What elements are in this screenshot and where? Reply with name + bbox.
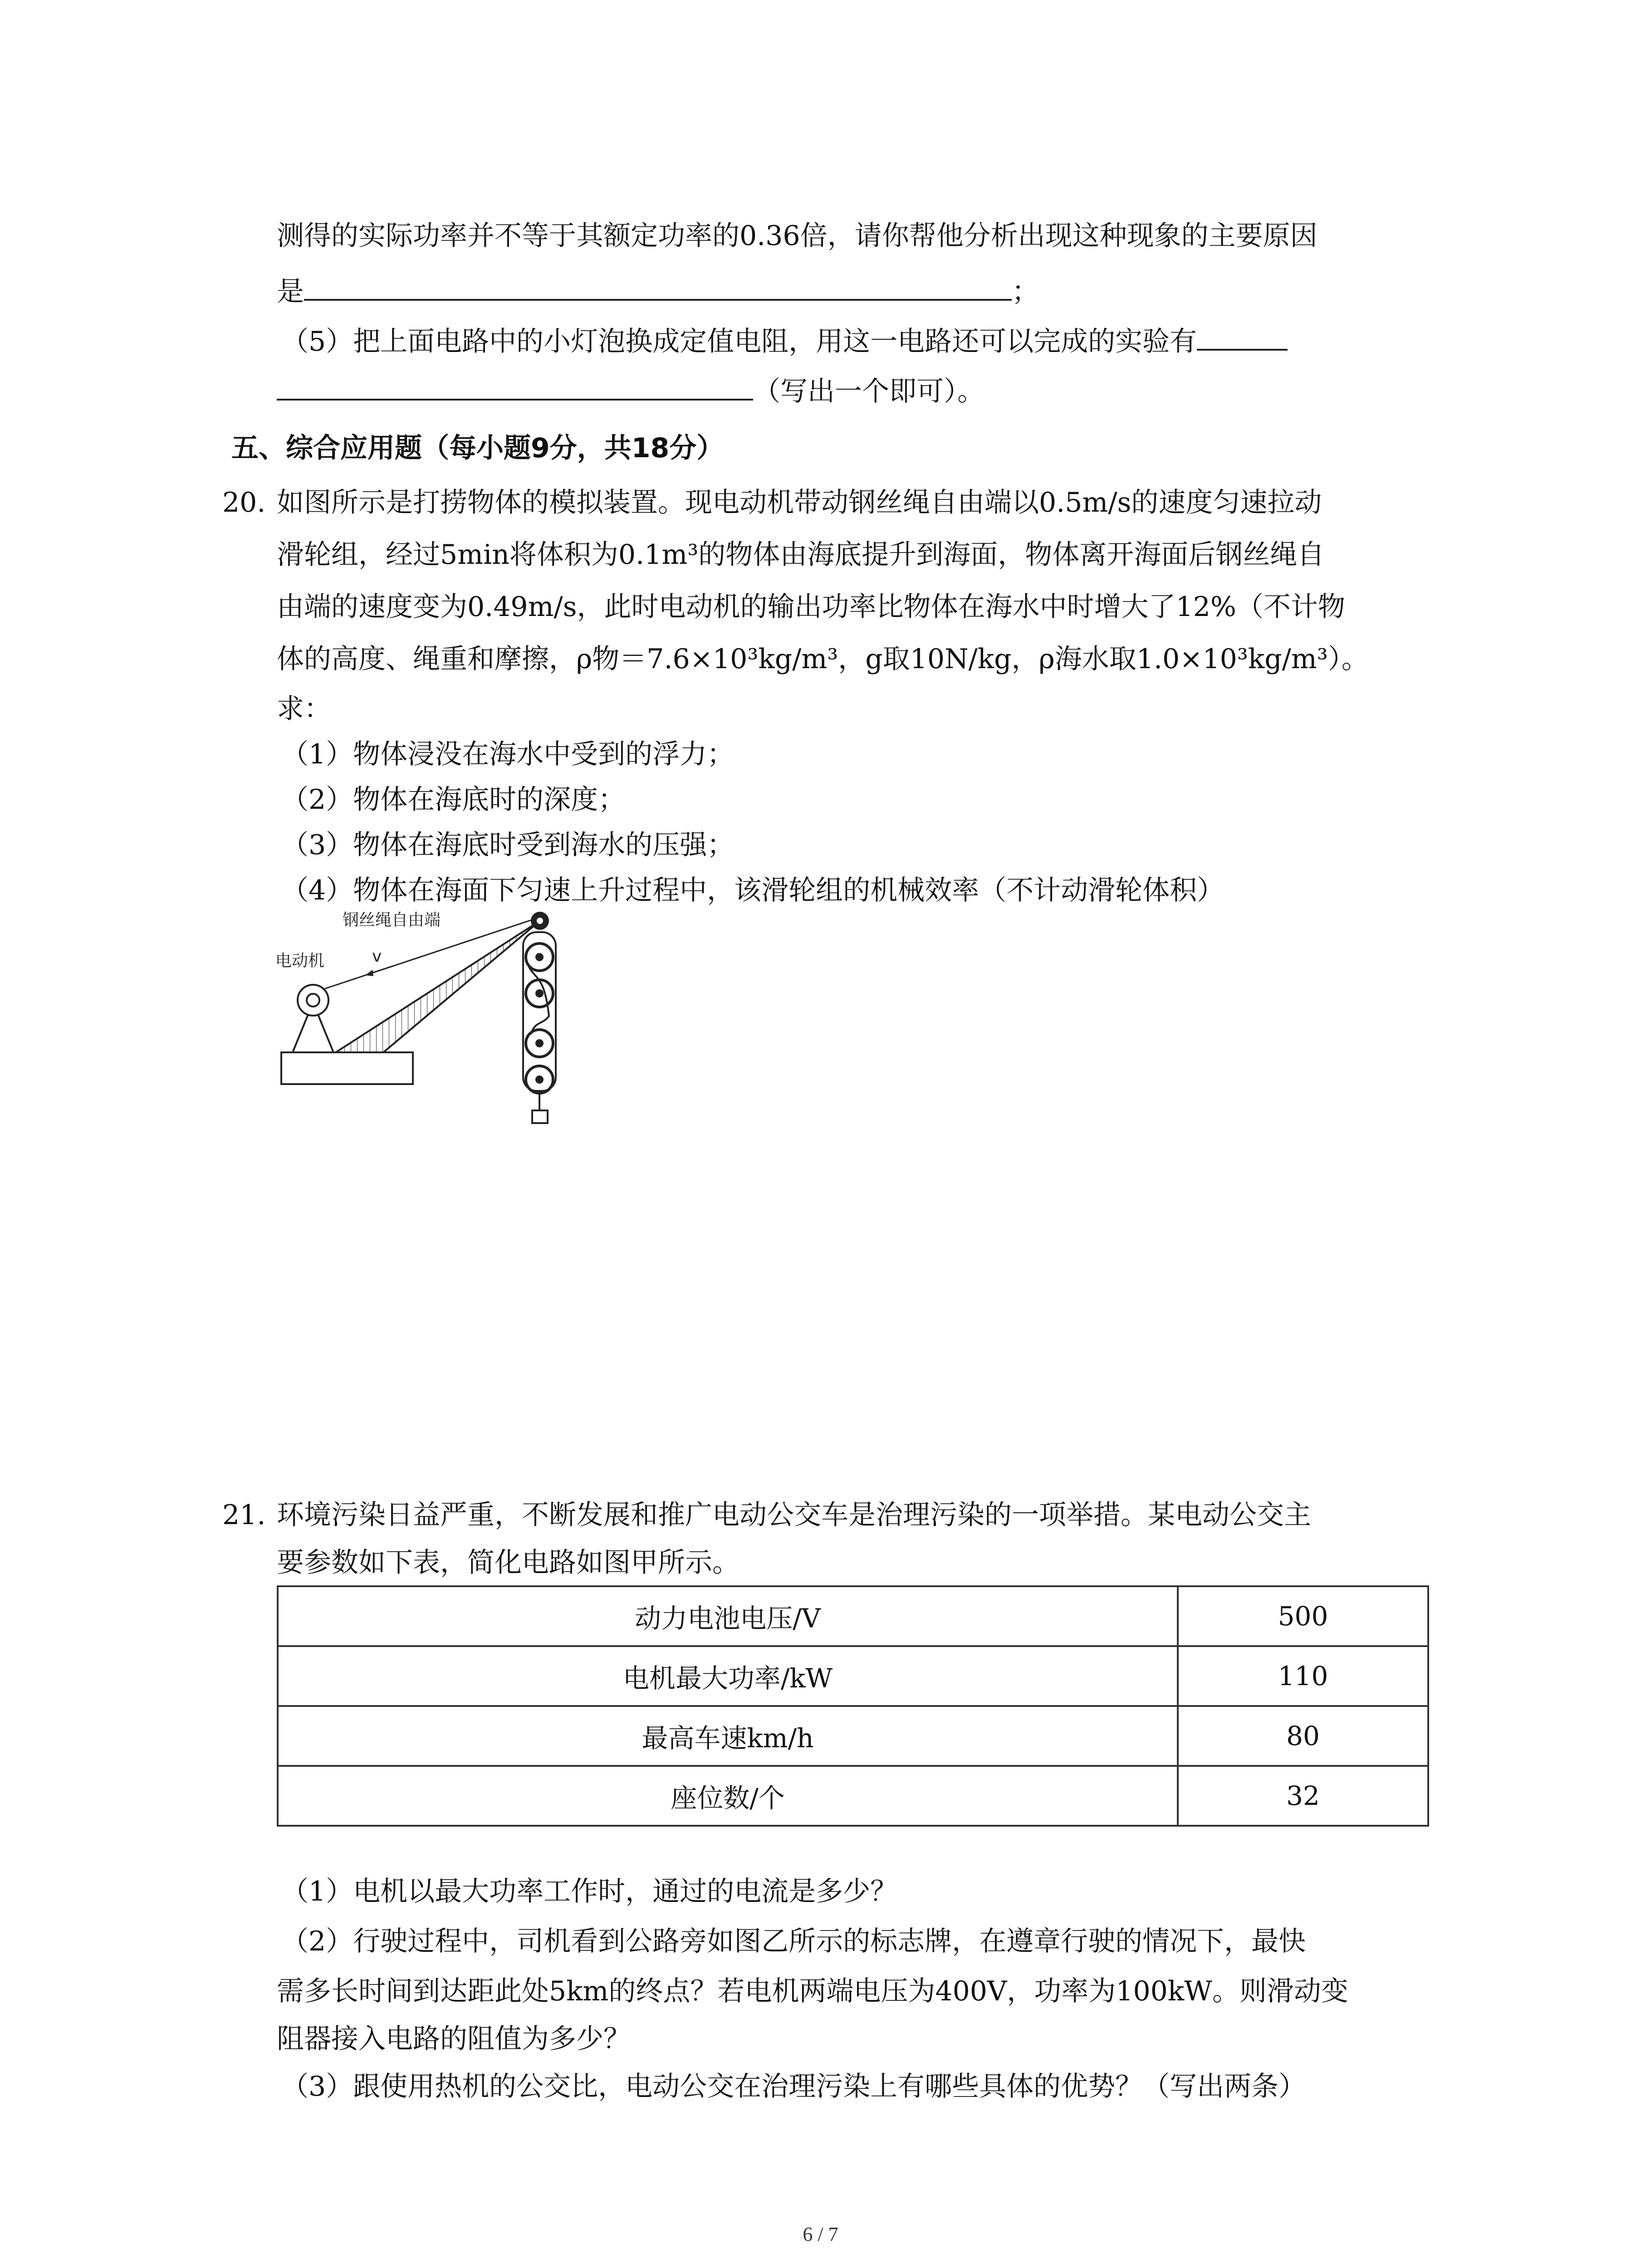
- label-v: v: [372, 947, 382, 966]
- q19-line2-prefix: 是: [277, 276, 304, 308]
- label-rope-end: 钢丝绳自由端: [343, 911, 441, 929]
- q20-line4: 体的高度、绳重和摩擦，ρ物＝7.6×10³kg/m³，g取10N/kg，ρ海水取1.0×10³kg/m³）。: [277, 643, 1369, 675]
- page-number: 6 / 7: [803, 2223, 838, 2245]
- table-cell-name: 电机最大功率/kW: [278, 1646, 1178, 1706]
- q21-number: 21.: [222, 1499, 266, 1531]
- object-weight: [532, 1110, 548, 1123]
- table-cell-name: 动力电池电压/V: [278, 1586, 1178, 1646]
- table-row: [278, 1706, 1428, 1766]
- pulley-apparatus-figure: [274, 907, 565, 1152]
- q21-sub3: （3）跟使用热机的公交比，电动公交在治理污染上有哪些具体的优势？（写出两条）: [281, 2071, 1306, 2102]
- table-row: [278, 1766, 1428, 1826]
- q21-sub1: （1）电机以最大功率工作时，通过的电流是多少？: [281, 1876, 898, 1907]
- q19-line1: 测得的实际功率并不等于其额定功率的0.36倍，请你帮他分析出现这种现象的主要原因: [277, 220, 1318, 252]
- q19-line2-suffix: ；: [1012, 276, 1039, 308]
- q19-line4-suffix: （写出一个即可）。: [753, 376, 985, 407]
- q20-line1: 如图所示是打捞物体的模拟装置。现电动机带动钢丝绳自由端以0.5m/s的速度匀速拉动: [277, 487, 1322, 518]
- table-cell-value: 110: [1178, 1646, 1428, 1706]
- table-cell-value: 80: [1178, 1706, 1428, 1766]
- q20-sub1: （1）物体浸没在海水中受到的浮力；: [281, 738, 735, 770]
- velocity-arrow-icon: [365, 970, 373, 976]
- q20-sub3: （3）物体在海底时受到海水的压强；: [281, 829, 735, 861]
- q21-line2: 要参数如下表，简化电路如图甲所示。: [277, 1547, 740, 1579]
- q19-line3-text: （5）把上面电路中的小灯泡换成定值电阻，用这一电路还可以完成的实验有: [281, 326, 1197, 357]
- table-cell-name: 座位数/个: [278, 1766, 1178, 1826]
- q21-sub2-line1: （2）行驶过程中，司机看到公路旁如图乙所示的标志牌，在遵章行驶的情况下，最快: [281, 1926, 1306, 1957]
- table-cell-name: 最高车速km/h: [278, 1706, 1178, 1766]
- table-cell-value: 500: [1178, 1586, 1428, 1646]
- q20-sub4: （4）物体在海面下匀速上升过程中，该滑轮组的机械效率（不计动滑轮体积）: [281, 875, 1225, 906]
- table-cell-value: 32: [1178, 1766, 1428, 1826]
- q21-sub2-line3: 阻器接入电路的阻值为多少？: [277, 2023, 631, 2055]
- label-motor: 电动机: [275, 952, 325, 970]
- q19-line4: [277, 370, 985, 410]
- table-row: [278, 1646, 1428, 1706]
- section-title: 五、综合应用题（每小题9分，共18分）: [231, 432, 724, 464]
- bus-parameters-table: [277, 1585, 1429, 1827]
- answer-blank-reason[interactable]: [304, 270, 1012, 301]
- q21-sub2-line2: 需多长时间到达距此处5km的终点？若电机两端电压为400V，功率为100kW。则滑动变: [277, 1975, 1348, 2007]
- crane-boom: [336, 921, 540, 1052]
- table-row: [278, 1586, 1428, 1646]
- answer-blank-experiment-b[interactable]: [277, 370, 753, 401]
- answer-blank-experiment-a[interactable]: [1197, 320, 1288, 351]
- motor-base: [281, 1052, 413, 1084]
- q20-line2: 滑轮组，经过5min将体积为0.1m³的物体由海底提升到海面，物体离开海面后钢丝绳自: [277, 539, 1325, 571]
- q20-number: 20.: [222, 487, 266, 518]
- q19-line3: [281, 320, 1288, 360]
- q20-line3: 由端的速度变为0.49m/s，此时电动机的输出功率比物体在海水中时增大了12%（不计物: [277, 591, 1345, 623]
- q20-sub2: （2）物体在海底时的深度；: [281, 784, 626, 816]
- q19-line2: [277, 270, 1039, 310]
- q20-ask: 求：: [277, 693, 331, 725]
- q21-line1: 环境污染日益严重，不断发展和推广电动公交车是治理污染的一项举措。某电动公交主: [277, 1499, 1311, 1531]
